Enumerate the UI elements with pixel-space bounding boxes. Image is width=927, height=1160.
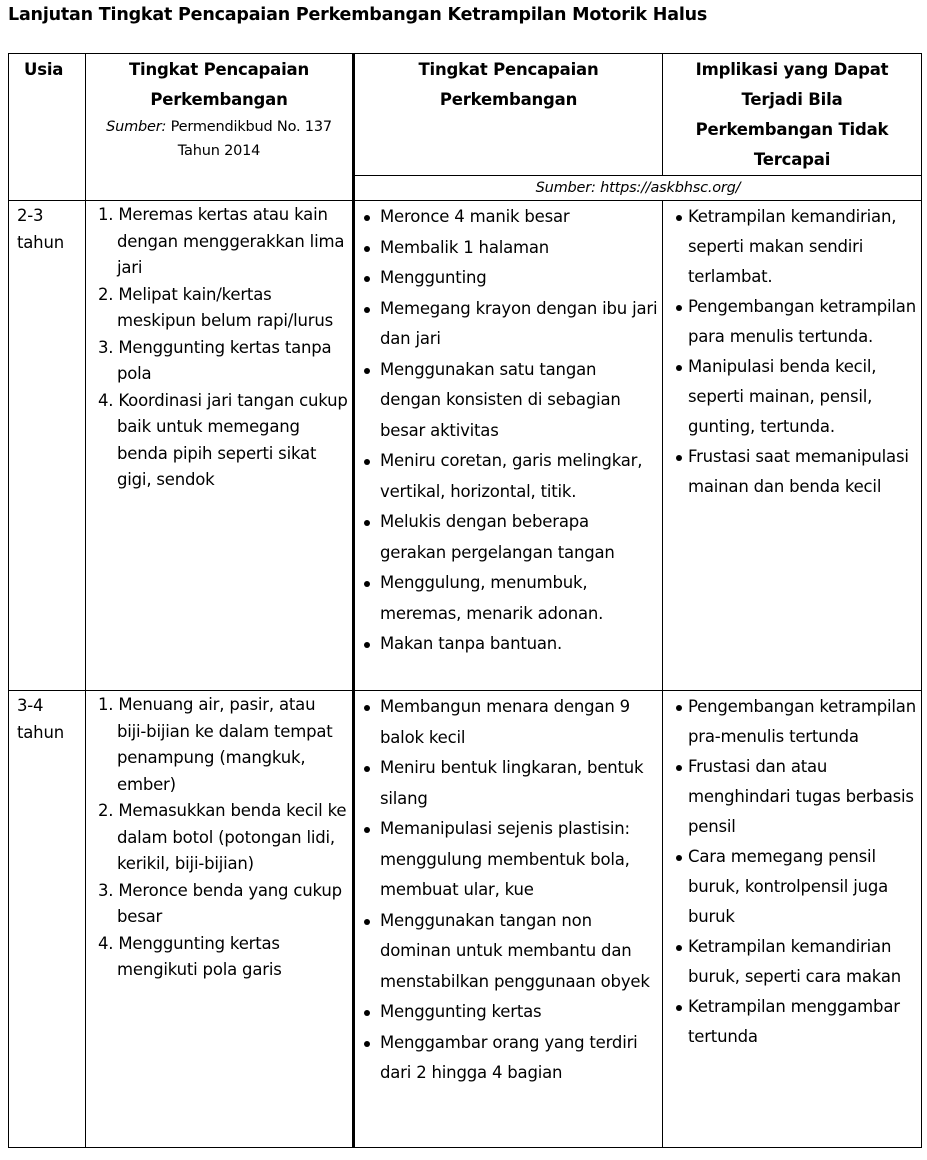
list-item: Ketrampilan kemandirian, seperti makan sendiri terlambat.	[663, 202, 917, 292]
list-item: Menggunakan tangan non dominan untuk membantu dan menstabilkan penggunaan obyek	[355, 906, 658, 998]
list-item: Meniru bentuk lingkaran, bentuk silang	[355, 753, 658, 814]
list-item: Menggunting	[355, 263, 658, 294]
list-item: 3. Menggunting kertas tanpa pola	[98, 337, 332, 383]
list-item: Makan tanpa bantuan.	[355, 629, 658, 660]
list-item: 3. Meronce benda yang cukup besar	[98, 880, 342, 926]
askbhsc-list	[355, 691, 662, 1089]
header-askbhsc: Tingkat Pencapaian Perkembangan	[354, 54, 663, 176]
list-item: 1. Meremas kertas atau kain dengan menggerakkan lima jari	[98, 205, 345, 277]
list-item: Melukis dengan beberapa gerakan pergelangan tangan	[355, 507, 658, 568]
list-item: Memegang krayon dengan ibu jari dan jari	[355, 294, 658, 355]
list-item: Membalik 1 halaman	[355, 233, 658, 264]
askbhsc-list	[355, 201, 662, 660]
list-item: Pengembangan ketrampilan para menulis tertunda.	[663, 292, 917, 352]
list-item: 4. Menggunting kertas mengikuti pola garis	[98, 933, 282, 979]
list-item: Menggunting kertas	[355, 997, 658, 1028]
askbhsc-source: Sumber: https://askbhsc.org/	[354, 176, 922, 201]
implikasi-cell	[663, 201, 922, 691]
header-permendikbud	[86, 54, 354, 201]
table-row	[9, 201, 922, 691]
usia-cell: 3-4 tahun	[9, 691, 86, 1148]
askbhsc-cell	[354, 691, 663, 1148]
permendikbud-list	[86, 691, 352, 984]
list-item: Menggulung, menumbuk, meremas, menarik adonan.	[355, 568, 658, 629]
list-item: Frustasi saat memanipulasi mainan dan benda kecil	[663, 442, 917, 502]
list-item: Membangun menara dengan 9 balok kecil	[355, 692, 658, 753]
header-row	[9, 54, 922, 176]
list-item: 2. Melipat kain/kertas meskipun belum rapi/lurus	[98, 284, 333, 330]
permendikbud-list	[86, 201, 352, 494]
list-item: Menggunakan satu tangan dengan konsisten di sebagian besar aktivitas	[355, 355, 658, 447]
page-title: Lanjutan Tingkat Pencapaian Perkembangan Ketrampilan Motorik Halus	[8, 5, 708, 25]
header-permendikbud-source	[100, 115, 338, 163]
list-item: Frustasi dan atau menghindari tugas berbasis pensil	[663, 752, 917, 842]
list-item: Memanipulasi sejenis plastisin: menggulung membentuk bola, membuat ular, kue	[355, 814, 658, 906]
development-table	[8, 53, 922, 1148]
list-item: 2. Memasukkan benda kecil ke dalam botol (potongan lidi, kerikil, biji-bijian)	[98, 801, 347, 873]
usia-cell: 2-3 tahun	[9, 201, 86, 691]
askbhsc-cell	[354, 201, 663, 691]
implikasi-list	[663, 691, 921, 1052]
implikasi-list	[663, 201, 921, 502]
header-permendikbud-label: Tingkat Pencapaian Perkembangan	[128, 60, 310, 109]
list-item: 1. Menuang air, pasir, atau biji-bijian ke dalam tempat penampung (mangkuk, ember)	[98, 695, 333, 794]
list-item: Menggambar orang yang terdiri dari 2 hingga 4 bagian	[355, 1028, 658, 1089]
list-item: Ketrampilan kemandirian buruk, seperti cara makan	[663, 932, 917, 992]
list-item: Meniru coretan, garis melingkar, vertikal, horizontal, titik.	[355, 446, 658, 507]
permendikbud-cell	[86, 201, 354, 691]
source-label: Sumber:	[106, 119, 167, 135]
list-item: Meronce 4 manik besar	[355, 202, 658, 233]
header-implikasi: Implikasi yang Dapat Terjadi Bila Perkembangan Tidak Tercapai	[663, 54, 922, 176]
list-item: Pengembangan ketrampilan pra-menulis tertunda	[663, 692, 917, 752]
source-text: Permendikbud No. 137 Tahun 2014	[166, 119, 332, 159]
header-usia: Usia	[9, 54, 86, 201]
permendikbud-cell	[86, 691, 354, 1148]
implikasi-cell	[663, 691, 922, 1148]
table-row	[9, 691, 922, 1148]
list-item: Ketrampilan menggambar tertunda	[663, 992, 917, 1052]
list-item: Cara memegang pensil buruk, kontrolpensil juga buruk	[663, 842, 917, 932]
list-item: 4. Koordinasi jari tangan cukup baik untuk memegang benda pipih seperti sikat gigi, sendok	[98, 390, 348, 489]
list-item: Manipulasi benda kecil, seperti mainan, pensil, gunting, tertunda.	[663, 352, 917, 442]
